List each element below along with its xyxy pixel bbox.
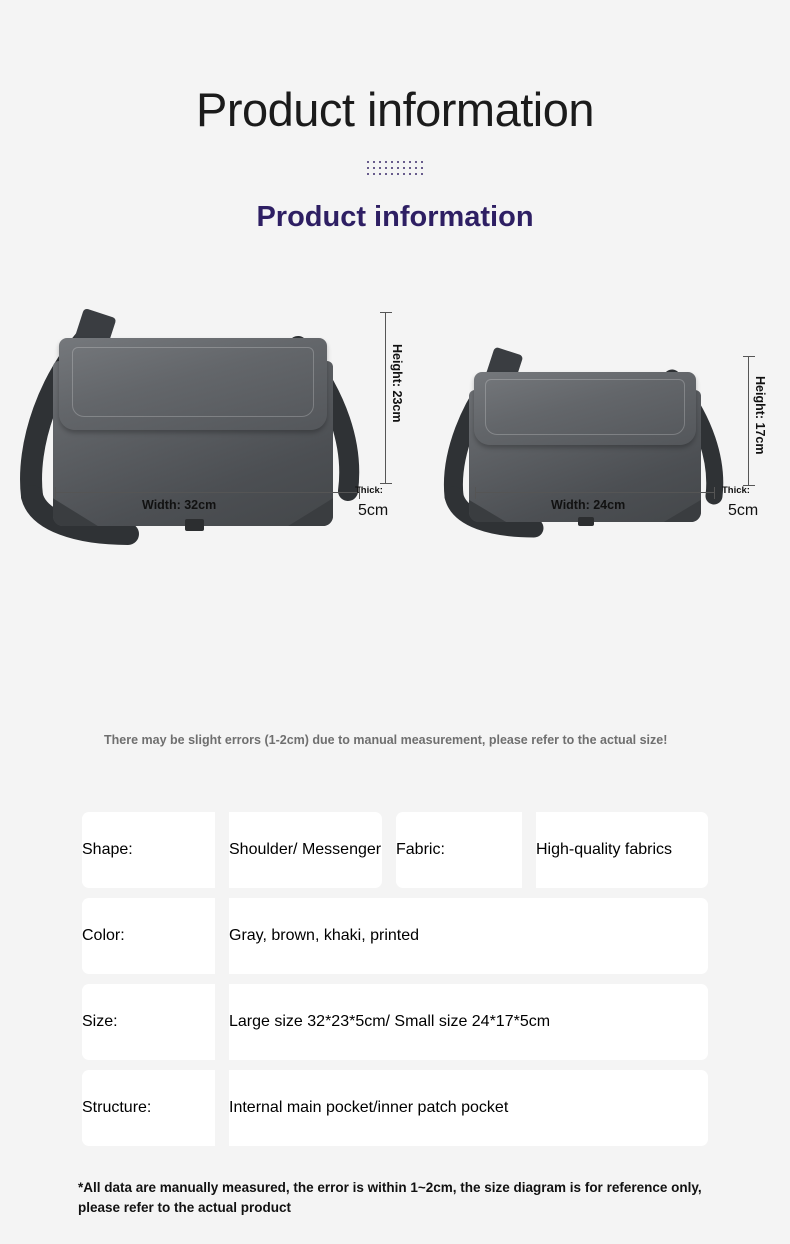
bag-clasp-small [578, 517, 594, 526]
spec-key-fabric: Fabric: [396, 841, 445, 858]
bag-corner-right-large [288, 480, 333, 526]
spec-key-size-cell [82, 984, 215, 1060]
specifications-table [82, 812, 708, 1156]
spec-pair-shape [82, 812, 382, 888]
spec-value-shape-cell [215, 812, 382, 888]
dimension-line-height-small [748, 356, 749, 486]
spec-row-shape-fabric [82, 812, 708, 888]
spec-pair-color [82, 898, 708, 974]
spec-key-fabric-cell [396, 812, 522, 888]
bag-clasp-large [185, 519, 205, 531]
spec-value-structure-cell [215, 1070, 708, 1146]
dimension-line-width-small [475, 492, 715, 493]
bag-corner-right-small [664, 485, 701, 522]
spec-key-size: Size: [82, 1013, 118, 1030]
bag-flap-small [474, 372, 697, 446]
dimension-value-thick-small: 5cm [728, 502, 759, 519]
dimension-label-width-small: Width: 24cm [551, 498, 626, 512]
spec-value-fabric: High-quality fabrics [536, 841, 673, 858]
dimension-line-width-large [55, 492, 360, 493]
spec-value-color: Gray, brown, khaki, printed [229, 927, 420, 944]
dot-grid-divider [365, 159, 425, 177]
bag-flap-large [59, 338, 328, 430]
spec-value-size: Large size 32*23*5cm/ Small size 24*17*5cm [229, 1013, 551, 1030]
bag-illustration-large [18, 306, 368, 556]
spec-value-fabric-cell [522, 812, 708, 888]
spec-pair-structure [82, 1070, 708, 1146]
page-title: Product information [195, 83, 595, 136]
spec-key-structure-cell [82, 1070, 215, 1146]
spec-value-color-cell [215, 898, 708, 974]
dimension-value-thick-large: 5cm [358, 502, 389, 519]
dimension-label-width-large: Width: 32cm [142, 498, 217, 512]
spec-key-shape-cell [82, 812, 215, 888]
dimension-line-height-large [385, 312, 386, 484]
spec-row-color [82, 898, 708, 974]
page-subtitle: Product information [256, 201, 534, 233]
spec-value-structure: Internal main pocket/inner patch pocket [229, 1099, 509, 1116]
dimension-label-height-large: Height: 23cm [390, 344, 404, 423]
spec-key-shape: Shape: [82, 841, 133, 858]
dimension-label-thick-small: Thick: [722, 485, 750, 496]
spec-key-structure: Structure: [82, 1099, 152, 1116]
spec-row-structure [82, 1070, 708, 1146]
spec-pair-size [82, 984, 708, 1060]
measurement-note: There may be slight errors (1-2cm) due to manual measurement, please refer to the actual size! [104, 733, 668, 747]
spec-key-color: Color: [82, 927, 125, 944]
spec-pair-fabric [396, 812, 708, 888]
bag-corner-left-large [53, 480, 98, 526]
dimension-label-thick-large: Thick: [355, 485, 383, 496]
disclaimer-footer: *All data are manually measured, the error is within 1~2cm, the size diagram is for reference only, please refer to the actual product [78, 1180, 702, 1216]
size-diagram [0, 264, 790, 594]
spec-row-size [82, 984, 708, 1060]
spec-value-size-cell [215, 984, 708, 1060]
dimension-label-height-small: Height: 17cm [753, 376, 767, 455]
bag-illustration-small [440, 346, 730, 546]
spec-key-color-cell [82, 898, 215, 974]
spec-value-shape: Shoulder/ Messenger [229, 841, 382, 858]
